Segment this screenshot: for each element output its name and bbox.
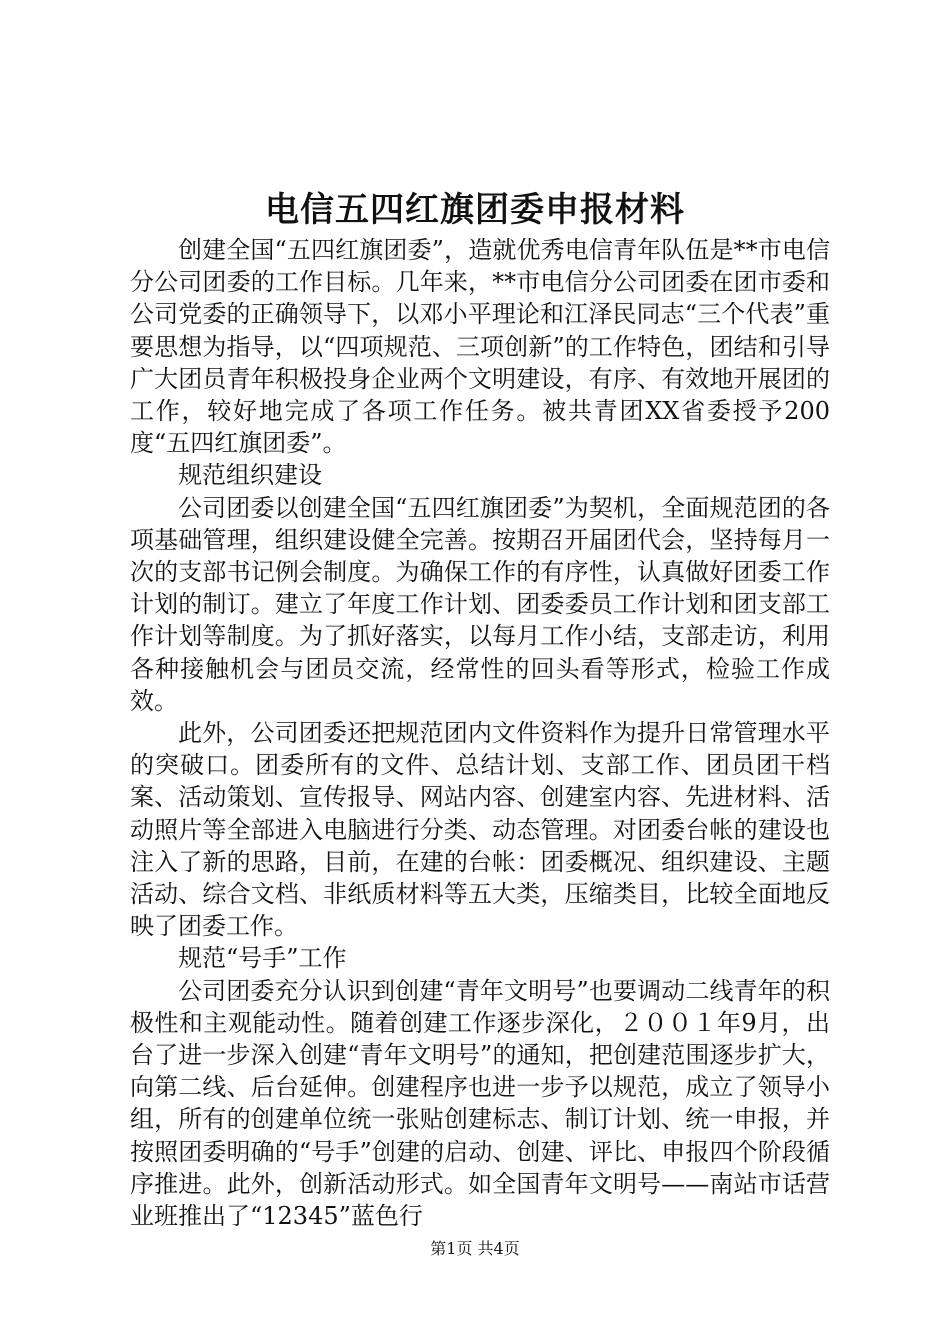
section-heading-youth-civilization: 规范“号手”工作 bbox=[178, 944, 347, 973]
section-heading-organization: 规范组织建设 bbox=[178, 461, 322, 490]
paragraph-intro: 创建全国“五四红旗团委”，造就优秀电信青年队伍是**市电信分公司团委的工作目标。几年来，**市电信分公司团委在团市委和公司党委的正确领导下，以邓小平理论和江泽民同志“三个代表”重要思想为指导，以“四项规范、三项创新”的工作特色，团结和引导广大团员青年积极投身企业两个文明建设，有序、有效地开展团的工作，较好地完成了各项工作任务。被共青团XX省委授予200度“五四红旗团委”。 bbox=[130, 236, 830, 458]
paragraph-organization: 公司团委以创建全国“五四红旗团委”为契机，全面规范团的各项基础管理，组织建设健全完善。按期召开届团代会，坚持每月一次的支部书记例会制度。为确保工作的有序性，认真做好团委工作计划的制订。建立了年度工作计划、团委委员工作计划和团支部工作计划等制度。为了抓好落实，以每月工作小结，支部走访，利用各种接触机会与团员交流，经常性的回头看等形式，检验工作成效。 bbox=[130, 493, 830, 715]
document-title: 电信五四红旗团委申报材料 bbox=[265, 190, 685, 230]
paragraph-youth-civilization: 公司团委充分认识到创建“青年文明号”也要调动二线青年的积极性和主观能动性。随着创建工作逐步深化，２００１年9月，出台了进一步深入创建“青年文明号”的通知，把创建范围逐步扩大，向第二线、后台延伸。创建程序也进一步予以规范，成立了领导小组，所有的创建单位统一张贴创建标志、制订计划、统一申报，并按照团委明确的“号手”创建的启动、创建、评比、申报四个阶段循序推进。此外，创新活动形式。如全国青年文明号——南站市话营业班推出了“12345”蓝色行 bbox=[130, 976, 830, 1231]
paragraph-documentation: 此外，公司团委还把规范团内文件资料作为提升日常管理水平的突破口。团委所有的文件、总结计划、支部工作、团员团干档案、活动策划、宣传报导、网站内容、创建室内容、先进材料、活动照片等全部进入电脑进行分类、动态管理。对团委台帐的建设也注入了新的思路，目前，在建的台帐：团委概况、组织建设、主题活动、综合文档、非纸质材料等五大类，压缩类目，比较全面地反映了团委工作。 bbox=[130, 719, 830, 941]
page-footer: 第1页 共4页 bbox=[430, 1239, 520, 1258]
document-body bbox=[130, 234, 830, 1232]
